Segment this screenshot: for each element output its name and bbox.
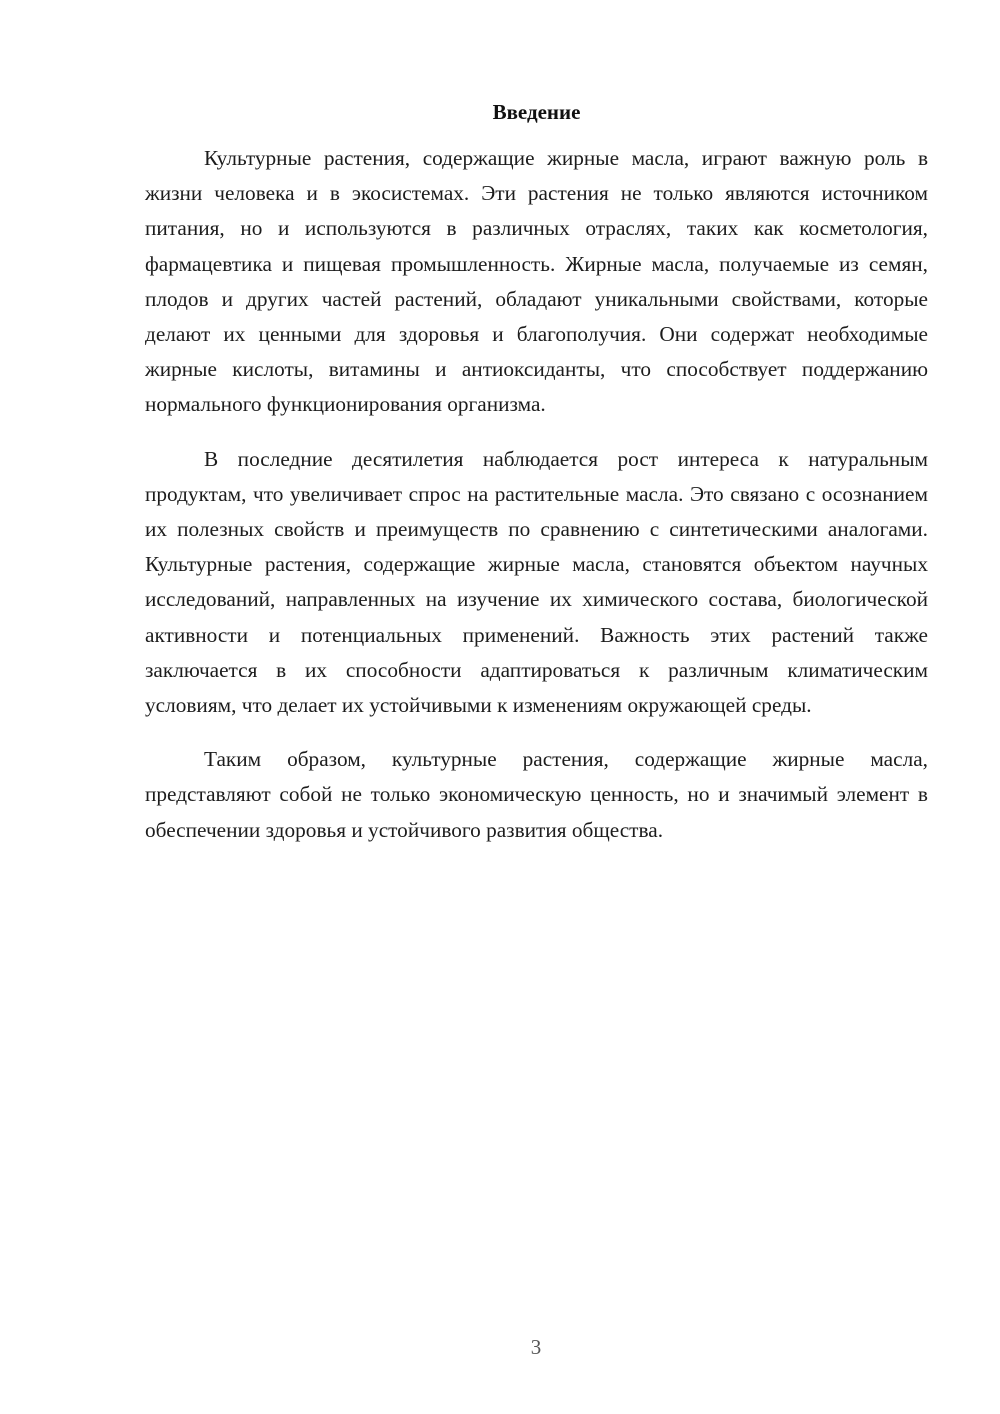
page-number: 3: [530, 1335, 542, 1359]
paragraph-3: Таким образом, культурные растения, содержащие жирные масла, представляют собой не только экономическую ценность, но и значимый элемент в обеспечении здоровья и устойчивого развития общества.: [145, 747, 928, 842]
page-content: [145, 97, 928, 867]
section-heading: Введение: [492, 100, 581, 124]
paragraph-2: В последние десятилетия наблюдается рост интереса к натуральным продуктам, что увеличивает спрос на растительные масла. Это связано с осознанием их полезных свойств и преимуществ по сравнению с синтетическими аналогами. Культурные растения, содержащие жирные масла, становятся объектом научных исследований, направленных на изучение их химического состава, биологической активности и потенциальных применений. Важность этих растений также заключается в их способности адаптироваться к различным климатическим условиям, что делает их устойчивыми к изменениям окружающей среды.: [145, 446, 928, 718]
paragraph-1: Культурные растения, содержащие жирные масла, играют важную роль в жизни человека и в экосистемах. Эти растения не только являются источником питания, но и используются в различных отраслях, таких как косметология, фармацевтика и пищевая промышленность. Жирные масла, получаемые из семян, плодов и других частей растений, обладают уникальными свойствами, которые делают их ценными для здоровья и благополучия. Они содержат необходимые жирные кислоты, витамины и антиоксиданты, что способствует поддержанию нормального функционирования организма.: [145, 146, 928, 417]
